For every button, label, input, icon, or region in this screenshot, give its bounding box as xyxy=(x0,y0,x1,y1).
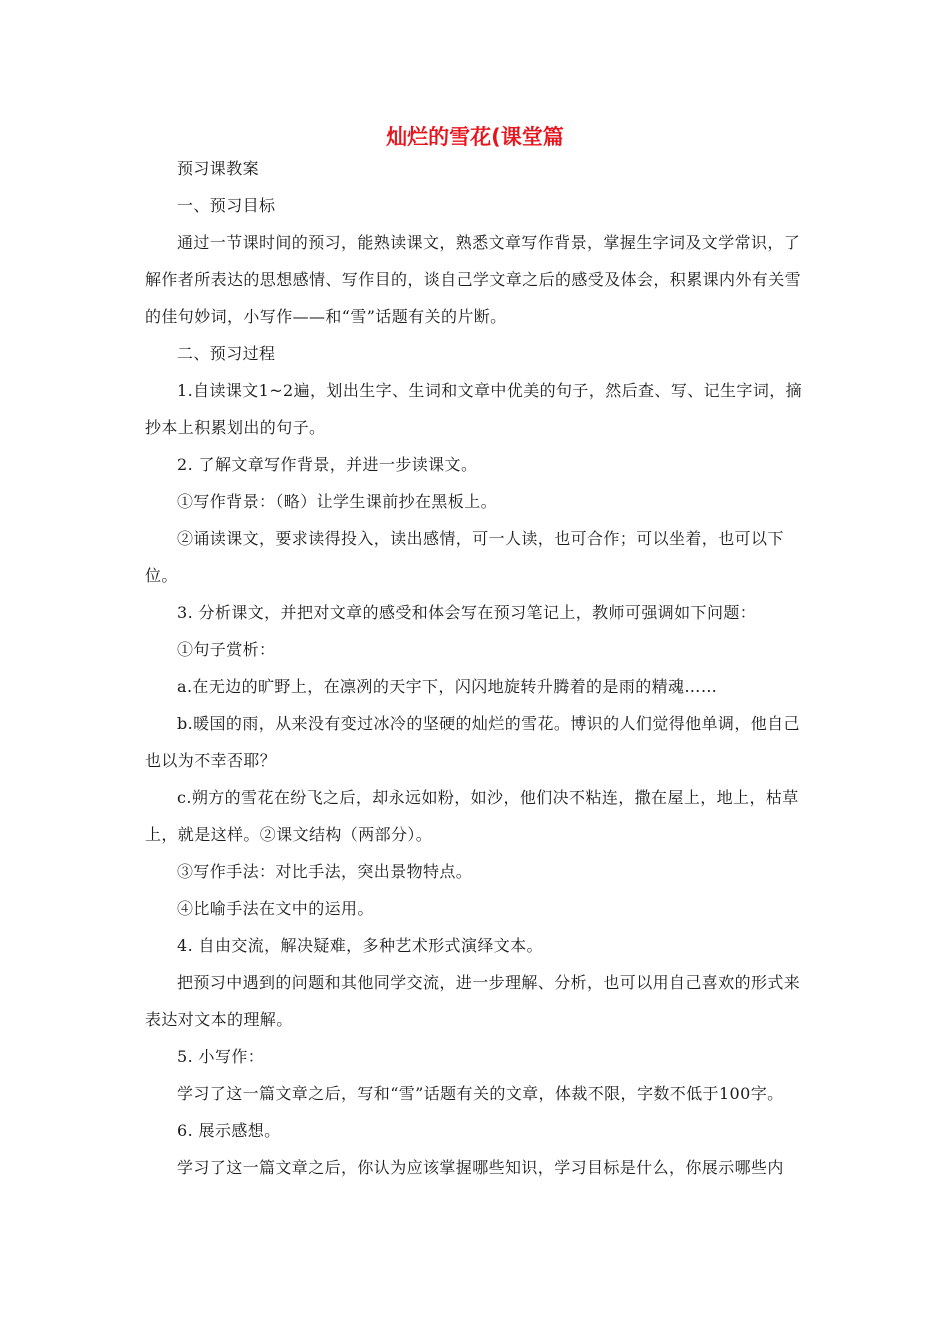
paragraph: 学习了这一篇文章之后，你认为应该掌握哪些知识，学习目标是什么，你展示哪些内 xyxy=(177,1158,784,1177)
paragraph: ①句子赏析： xyxy=(177,640,276,659)
paragraph: 3. 分析课文，并把对文章的感受和体会写在预习笔记上，教师可强调如下问题： xyxy=(177,603,757,622)
section-heading: 二、预习过程 xyxy=(177,344,276,363)
paragraph: ①写作背景：（略）让学生课前抄在黑板上。 xyxy=(177,492,498,511)
paragraph: 2. 了解文章写作背景，并进一步读课文。 xyxy=(177,455,478,474)
paragraph: c.朔方的雪花在纷飞之后，却永远如粉，如沙，他们决不粘连，撒在屋上，地上，枯草上，就是这样。②课文结构（两部分）。 xyxy=(145,788,799,844)
paragraph: b.暖国的雨，从来没有变过冰冷的坚硬的灿烂的雪花。博识的人们觉得他单调，他自己也以为不幸否耶？ xyxy=(145,714,800,770)
paragraph: 1.自读课文1~2遍，划出生字、生词和文章中优美的句子，然后查、写、记生字词，摘抄本上积累划出的句子。 xyxy=(145,381,803,437)
paragraph: ②诵读课文，要求读得投入，读出感情，可一人读，也可合作；可以坐着，也可以下位。 xyxy=(145,529,784,585)
paragraph: 6. 展示感想。 xyxy=(177,1121,281,1140)
document-body xyxy=(145,150,807,1186)
paragraph: ③写作手法：对比手法，突出景物特点。 xyxy=(177,862,473,881)
paragraph: a.在无边的旷野上，在凛冽的天宇下，闪闪地旋转升腾着的是雨的精魂…… xyxy=(177,677,718,696)
paragraph: 4. 自由交流，解决疑难，多种艺术形式演绎文本。 xyxy=(177,936,543,955)
paragraph: 把预习中遇到的问题和其他同学交流，进一步理解、分析，也可以用自己喜欢的形式来表达对文本的理解。 xyxy=(145,973,801,1029)
paragraph: 通过一节课时间的预习，能熟读课文，熟悉文章写作背景，掌握生字词及文学常识，了解作者所表达的思想感情、写作目的，谈自己学文章之后的感受及体会，积累课内外有关雪的佳句妙词，小写作——和“雪”话题有关的片断。 xyxy=(145,233,802,326)
paragraph: ④比喻手法在文中的运用。 xyxy=(177,899,374,918)
paragraph: 学习了这一篇文章之后，写和“雪”话题有关的文章，体裁不限，字数不低于100字。 xyxy=(177,1084,784,1103)
section-heading: 一、预习目标 xyxy=(177,196,276,215)
paragraph: 5. 小写作： xyxy=(177,1047,265,1066)
paragraph: 预习课教案 xyxy=(177,159,260,178)
document-title: 灿烂的雪花(课堂篇 xyxy=(386,125,564,149)
